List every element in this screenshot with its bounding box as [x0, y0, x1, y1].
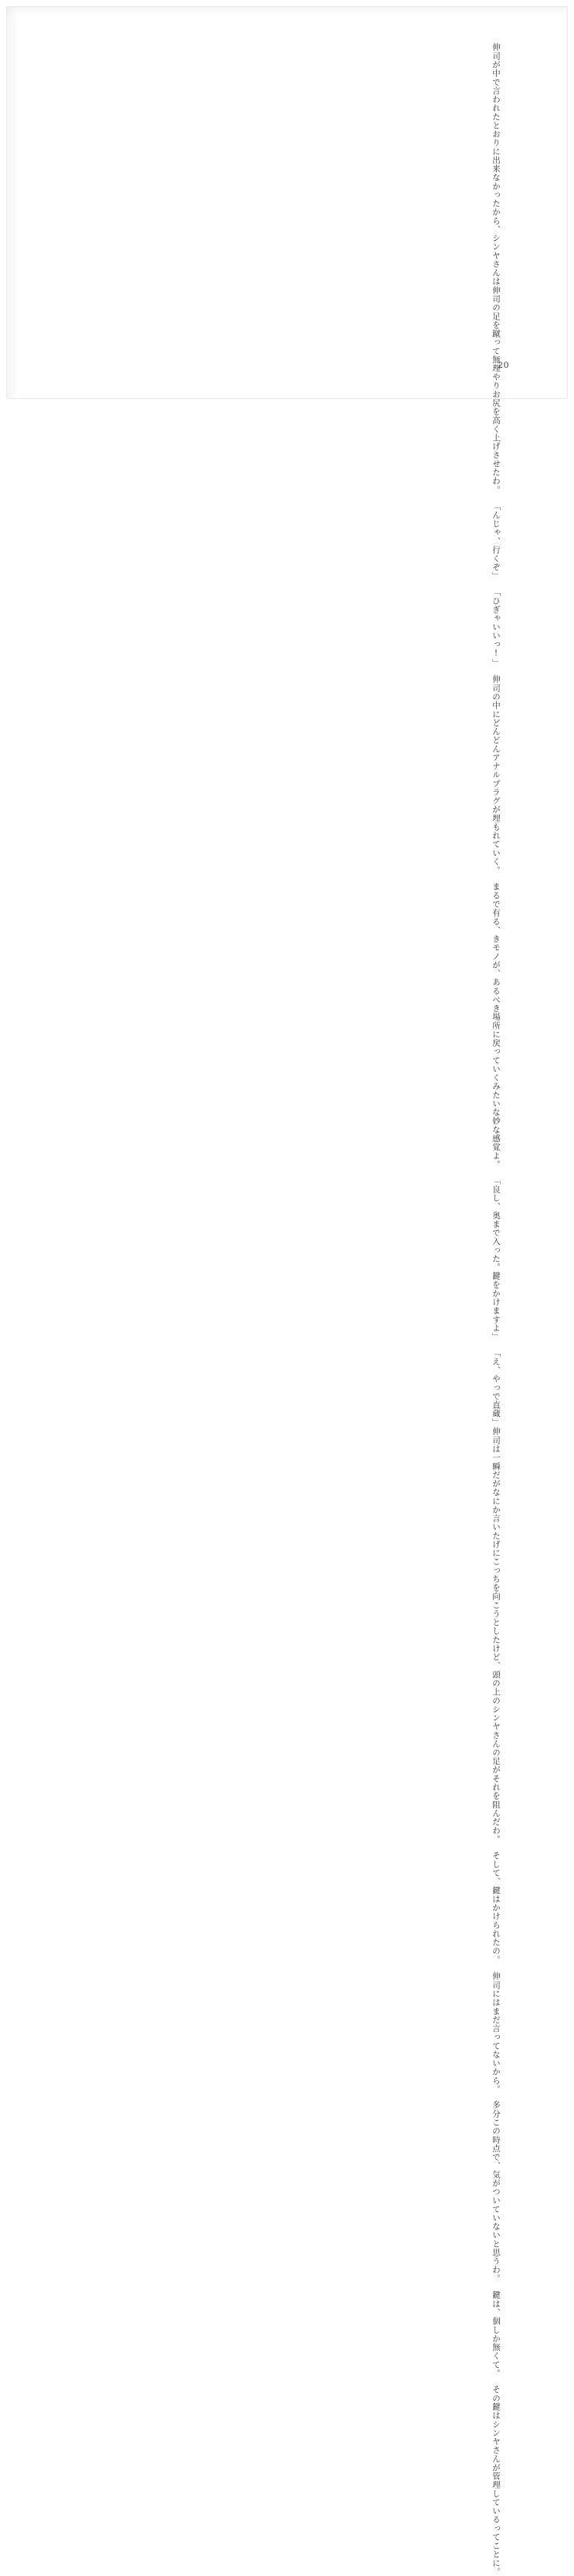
text-line: 「ひぎゃいいっ!」 [491, 587, 501, 667]
text-line: がそれを阻んだわ。 [491, 1765, 501, 1843]
text-line: 伸司にはまだ言ってないから。 [491, 1971, 501, 2094]
text-line: 伸司の中にどんどんアナルプラグが埋もれていく。 [491, 674, 501, 875]
text-line: 「んじゃ、行くぞ」 [491, 501, 501, 580]
text-line: 伸司が中で言われたとおりに出来なかったから、シンヤさんは伸司の足を蹴って無理や [491, 43, 501, 382]
text-line: 「え、やっで直蔵」 [491, 1348, 501, 1427]
page-edge-shading-top [7, 7, 567, 15]
page-number: 20 [498, 360, 509, 370]
text-line: りお尻を高く上げさせたわ。 [491, 381, 501, 494]
page-sheet [6, 6, 568, 2576]
text-line: 伸司は一瞬だがなにか言いたげにこっちを向こうとしたけど、頭の上のシンヤさんの足 [491, 1426, 501, 1765]
text-line: 鍵は、個しか無くて。 [491, 2291, 501, 2378]
text-line: 「良し、奥まで入った。鍵をかけますよ」 [491, 1175, 501, 1341]
text-line: 多分この時点で、気がついていないと思うわ。 [491, 2101, 501, 2284]
page-edge-shading-left [7, 7, 18, 398]
text-line: その鍵はシンヤさんが管理しているってことに。 [491, 2385, 501, 2576]
vertical-text-block [487, 43, 501, 2576]
text-line: まるで有る、きモノが、あるべき場所に戻っていくみたいな妙な感覚よ。 [491, 882, 501, 1168]
text-line: そして、鍵はかけられたの。 [491, 1850, 501, 1964]
